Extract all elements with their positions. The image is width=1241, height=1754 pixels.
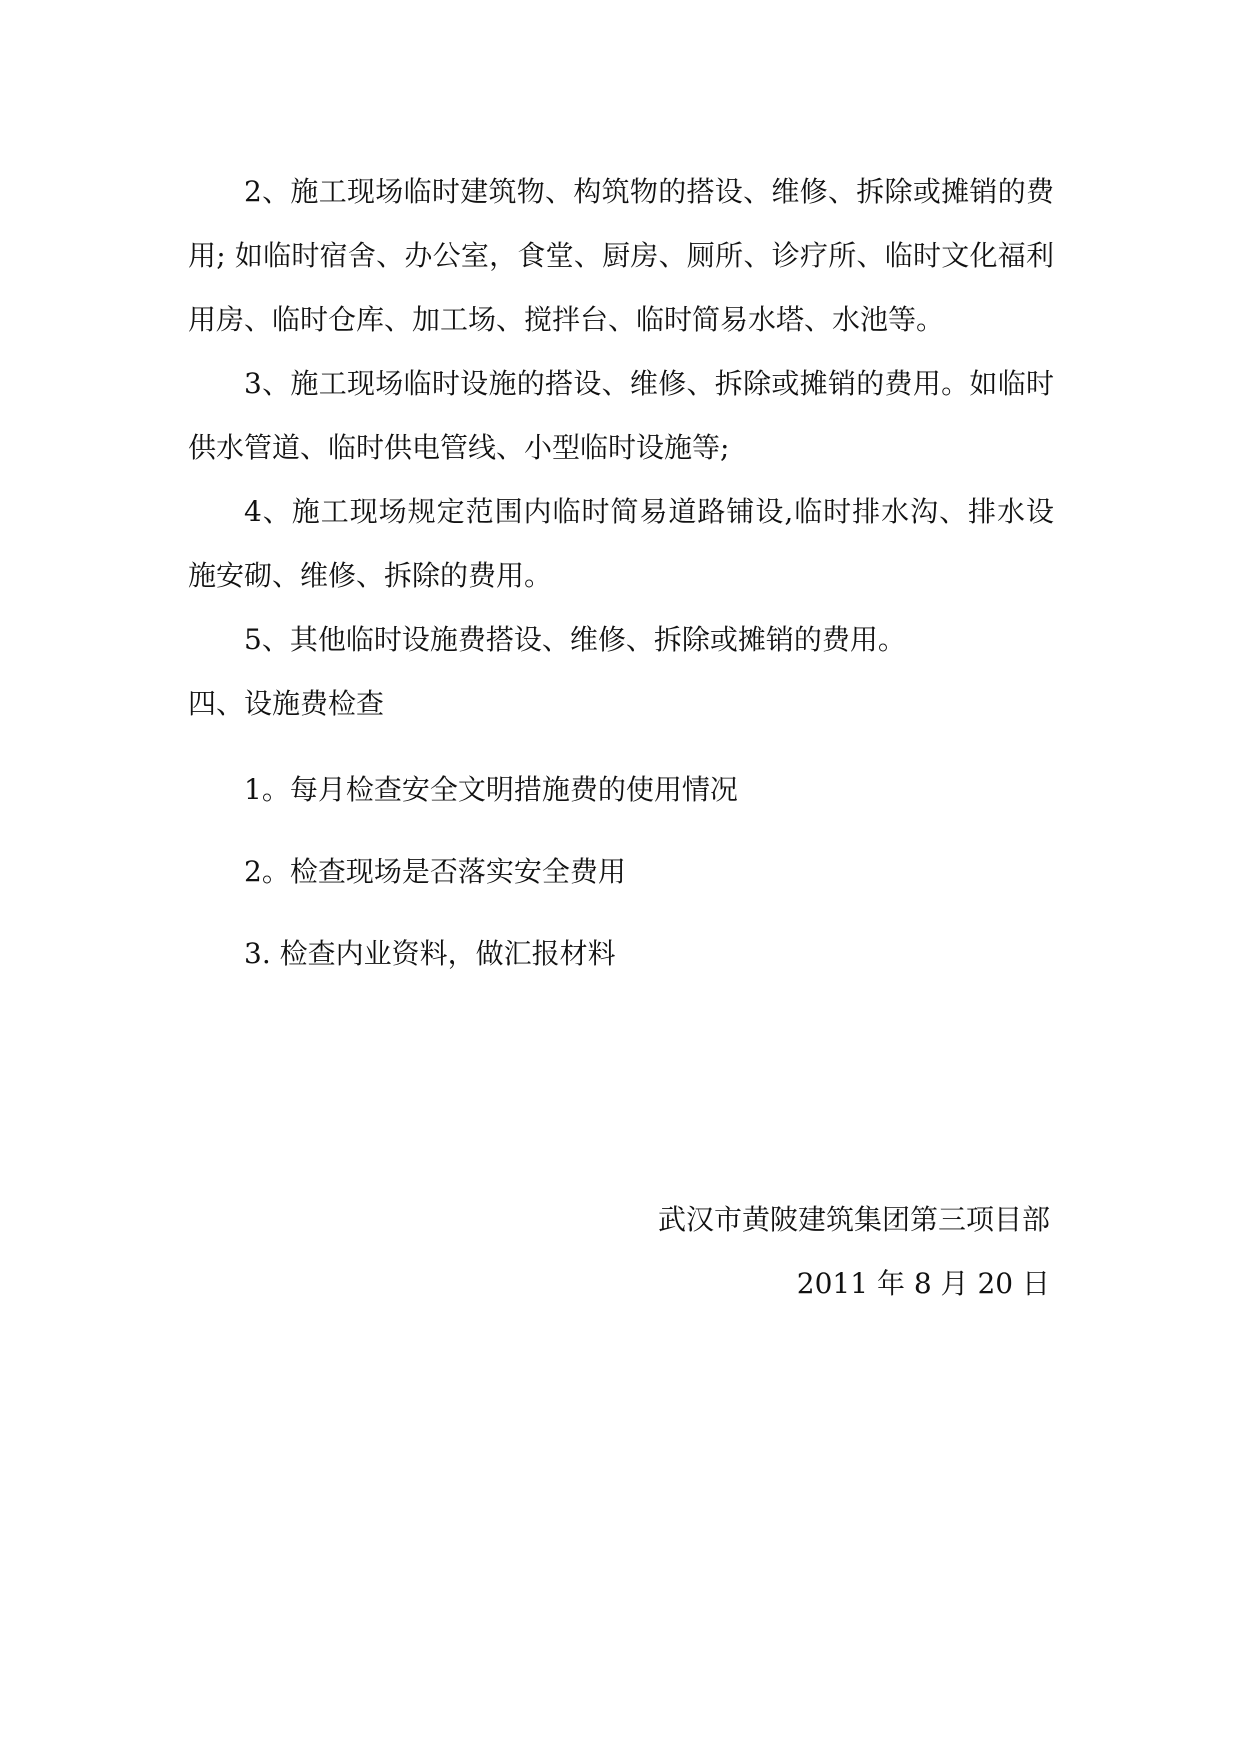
signature-date: 2011 年 8 月 20 日 [796, 1267, 1050, 1300]
paragraph-item-5: 5、其他临时设施费搭设、维修、拆除或摊销的费用。 [244, 623, 906, 656]
paragraph-item-3: 3、施工现场临时设施的搭设、维修、拆除或摊销的费用。如临时供水管道、临时供电管线、小型临时设施等; [188, 367, 1054, 464]
paragraph-item-4: 4、施工现场规定范围内临时简易道路铺设,临时排水沟、排水设施安砌、维修、拆除的费用。 [188, 495, 1054, 592]
check-item-1: 1。每月检查安全文明措施费的使用情况 [244, 773, 738, 806]
paragraph-item-2: 2、施工现场临时建筑物、构筑物的搭设、维修、拆除或摊销的费用; 如临时宿舍、办公室，食堂、厨房、厕所、诊疗所、临时文化福利用房、临时仓库、加工场、搅拌台、临时简易水塔、水池等。 [188, 175, 1054, 336]
document-body [188, 160, 1054, 986]
check-item-2: 2。检查现场是否落实安全费用 [244, 855, 626, 888]
check-item-3: 3. 检查内业资料，做汇报材料 [244, 937, 616, 970]
signature-organization: 武汉市黄陂建筑集团第三项目部 [657, 1203, 1050, 1236]
section-heading: 四、设施费检查 [188, 687, 385, 720]
